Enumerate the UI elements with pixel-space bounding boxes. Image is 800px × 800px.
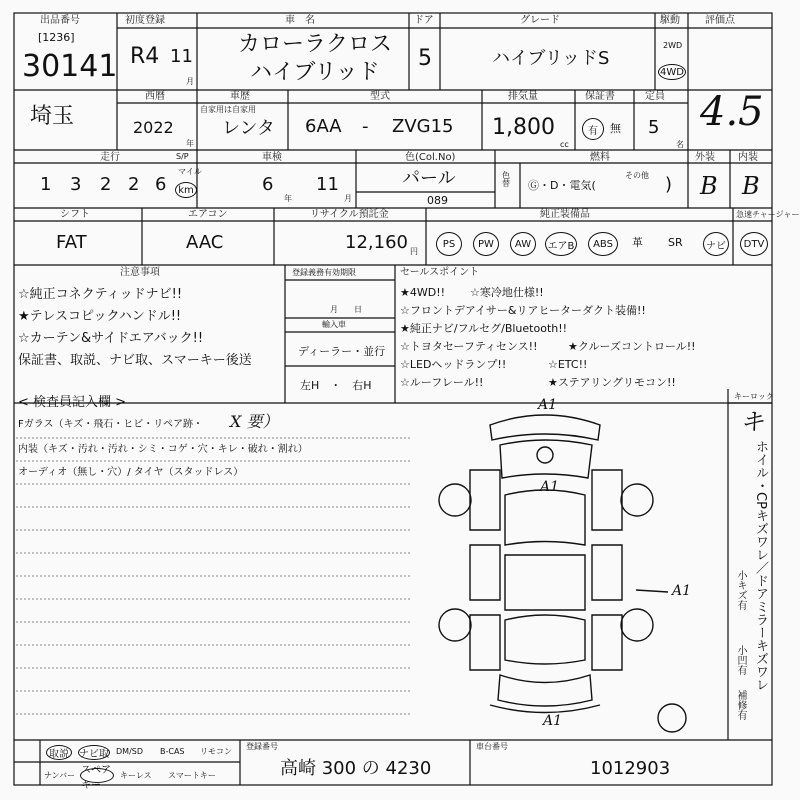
footer-item-navi-manual: ナビ取 <box>78 745 110 760</box>
glass-line: Fガラス（キズ・飛石・ヒビ・リペア跡・ <box>18 419 204 430</box>
glass-mark: X 要） <box>230 412 279 431</box>
sales-point: ☆ETC!! <box>548 358 588 371</box>
reg-expiry-label: 登録義務有効期限 <box>292 268 356 277</box>
history-label: 車歴 <box>230 91 250 102</box>
western-label: 西暦 <box>145 91 165 102</box>
inspection-year-unit: 年 <box>284 194 292 203</box>
car-name-label: 車 名 <box>285 15 315 26</box>
chassis-label: 車台番号 <box>476 742 508 751</box>
footer-item-plate: ナンバー <box>44 771 76 780</box>
damage-mark-front: A1 <box>538 397 558 413</box>
capacity-label: 定員 <box>645 91 665 102</box>
footer-item-bcas: B-CAS <box>160 747 185 756</box>
aircon-value: AAC <box>186 232 224 253</box>
drive-2wd: 2WD <box>663 41 683 50</box>
first-reg-month: 11 <box>170 46 193 67</box>
recycle-label: リサイクル預託金 <box>310 209 389 220</box>
reg-no-label: 登録番号 <box>246 742 278 751</box>
caution-line: ☆純正コネクティッドナビ!! <box>18 287 183 302</box>
side-note-sub: 小キズ有 <box>735 570 746 610</box>
sales-point: ★クルーズコントロール!! <box>568 340 696 353</box>
first-reg-era: R4 <box>130 44 160 69</box>
sales-label: セールスポイント <box>400 267 480 278</box>
fuel-label: 燃料 <box>590 152 610 163</box>
equipment-leather: 革 <box>632 236 643 249</box>
sales-point: ☆ルーフレール!! <box>400 376 484 389</box>
lot-code: [1236] <box>38 31 75 44</box>
footer-item-smart-key: スマートキー <box>168 771 216 780</box>
month-unit: 月 <box>186 77 194 86</box>
sales-point: ☆トヨタセーフティセンス!! <box>400 340 538 353</box>
model-dash: - <box>362 116 369 137</box>
aircon-label: エアコン <box>188 209 228 220</box>
sales-point: ☆フロントデアイサー&リアヒーターダクト装備!! <box>400 304 646 317</box>
equipment-sr: SR <box>668 236 683 249</box>
displacement-value: 1,800 <box>492 115 555 140</box>
interior-grade: B <box>742 172 760 200</box>
caution-line: ☆カーテン&サイドエアバック!! <box>18 331 204 346</box>
car-diagram <box>439 415 686 732</box>
exterior-grade: B <box>700 172 718 200</box>
drive-4wd-circled: 4WD <box>658 64 686 80</box>
score-value: 4.5 <box>700 89 764 135</box>
car-name-line2: ハイブリッド <box>250 60 380 85</box>
drive-label: 駆動 <box>660 15 680 26</box>
history-value: レンタ <box>222 118 275 139</box>
sales-point: ★純正ナビ/フルセグ/Bluetooth!! <box>400 322 568 335</box>
interior-line: 内装（キズ・汚れ・汚れ・シミ・コゲ・穴・キレ・破れ・割れ） <box>18 444 308 455</box>
mileage-digit: 6 <box>155 174 167 195</box>
first-reg-label: 初度登録 <box>125 15 165 26</box>
recycle-amount: 12,160 <box>345 232 408 253</box>
footer-item-dm: DM/SD <box>116 747 143 756</box>
exterior-label: 外装 <box>695 152 715 163</box>
damage-mark-side: A1 <box>672 583 692 599</box>
lot-number: 30141 <box>22 49 118 84</box>
reg-expiry-date: 月 日 <box>330 305 362 314</box>
keylock-value: キ <box>740 408 764 436</box>
side-note-sub: 補修有 <box>735 690 746 720</box>
warranty-label: 保証書 <box>585 91 615 102</box>
damage-mark-rear: A1 <box>543 713 563 729</box>
caution-line: 保証書、取説、ナビ取、スマーキー後送 <box>18 353 252 368</box>
history-note: 自家用は自家用 <box>200 105 256 114</box>
equipment-ps: PS <box>436 232 462 256</box>
side-note: ホイル・CPキズワレ／ドアミラーキズワレ <box>753 440 768 691</box>
footer-item-keyless: キーレス <box>120 771 152 780</box>
steering-side: 左H ・ 右H <box>300 379 372 392</box>
footer-item-remote: リモコン <box>200 747 232 756</box>
door-count: 5 <box>418 46 432 71</box>
model-code: ZVG15 <box>392 116 454 137</box>
equipment-abs: ABS <box>588 232 618 256</box>
damage-mark-hood: A1 <box>540 479 560 495</box>
keylock-label: キーロック <box>734 392 774 401</box>
footer-item-spare-key: スペアキー <box>80 768 114 783</box>
color-value: パール <box>402 168 456 189</box>
fuel-other-label: その他 <box>625 171 649 180</box>
door-label: ドア <box>414 15 434 26</box>
mileage-digit: 3 <box>70 174 82 195</box>
displacement-label: 排気量 <box>508 91 538 102</box>
equipment-dtv: DTV <box>740 232 768 256</box>
equipment-label: 純正装備品 <box>540 209 590 220</box>
fuel-options: Ⓖ・D・電気( <box>528 179 596 192</box>
model-prefix: 6AA <box>305 116 342 137</box>
fuel-close: ) <box>665 174 673 195</box>
sales-point: ☆LEDヘッドランプ!! <box>400 358 507 371</box>
caution-line: ★テレスコピックハンドル!! <box>18 309 182 324</box>
mileage-digit: 2 <box>128 174 140 195</box>
recycle-unit: 円 <box>410 247 418 256</box>
equipment-navi: ナビ <box>703 232 729 256</box>
mileage-digit: 2 <box>100 174 112 195</box>
side-note-sub: 小凹有 <box>735 645 746 675</box>
dealer-parallel: ディーラー・並行 <box>298 345 386 358</box>
footer-item-manual: 取説 <box>46 745 72 760</box>
inspection-year: 6 <box>262 174 274 195</box>
shift-label: シフト <box>60 209 90 220</box>
model-label: 型式 <box>370 91 390 102</box>
sales-point: ★ステアリングリモコン!! <box>548 376 676 389</box>
displacement-unit: cc <box>560 140 569 149</box>
lot-label: 出品番号 <box>40 15 80 26</box>
mileage-digit: 1 <box>40 174 52 195</box>
year-unit: 年 <box>186 139 194 148</box>
year-value: 2022 <box>133 118 174 137</box>
mileage-unit-miles: マイル <box>178 167 202 176</box>
equipment-aw: AW <box>510 232 536 256</box>
car-name-line1: カローラクロス <box>238 32 393 57</box>
reg-no: 高崎 300 の 4230 <box>280 758 432 779</box>
region: 埼玉 <box>30 104 75 129</box>
sales-point: ★4WD!! <box>400 286 446 299</box>
charger-label: 急速チャージャー <box>736 210 800 219</box>
color-change-label: 色替 <box>502 171 510 188</box>
capacity-unit: 名 <box>676 140 684 149</box>
import-label: 輸入車 <box>322 320 346 329</box>
color-number: 089 <box>427 194 448 207</box>
inspection-month-unit: 月 <box>344 194 352 203</box>
grade-value: ハイブリッドS <box>492 48 610 69</box>
mileage-flag: S/P <box>176 152 189 161</box>
audio-line: オーディオ（無し・穴）/ タイヤ（スタッドレス） <box>18 467 244 478</box>
color-label: 色(Col.No) <box>405 152 456 163</box>
inspection-label: 車検 <box>262 152 282 163</box>
chassis-no: 1012903 <box>590 758 671 779</box>
inspection-month: 11 <box>316 174 339 195</box>
mileage-unit-km-circled: km <box>175 182 197 198</box>
warranty-no: 無 <box>610 122 621 135</box>
interior-label: 内装 <box>738 152 758 163</box>
inspector-title: < 検査員記入欄 > <box>18 395 127 410</box>
equipment-airbag: エアB <box>545 232 577 256</box>
sales-point: ☆寒冷地仕様!! <box>470 286 544 299</box>
equipment-pw: PW <box>473 232 499 256</box>
grade-label: グレード <box>520 15 560 26</box>
score-label: 評価点 <box>705 15 735 26</box>
capacity-value: 5 <box>648 117 660 138</box>
shift-value: FAT <box>56 232 87 253</box>
mileage-label: 走行 <box>100 152 120 163</box>
caution-label: 注意事項 <box>120 267 160 278</box>
warranty-yes-circled: 有 <box>582 118 604 140</box>
